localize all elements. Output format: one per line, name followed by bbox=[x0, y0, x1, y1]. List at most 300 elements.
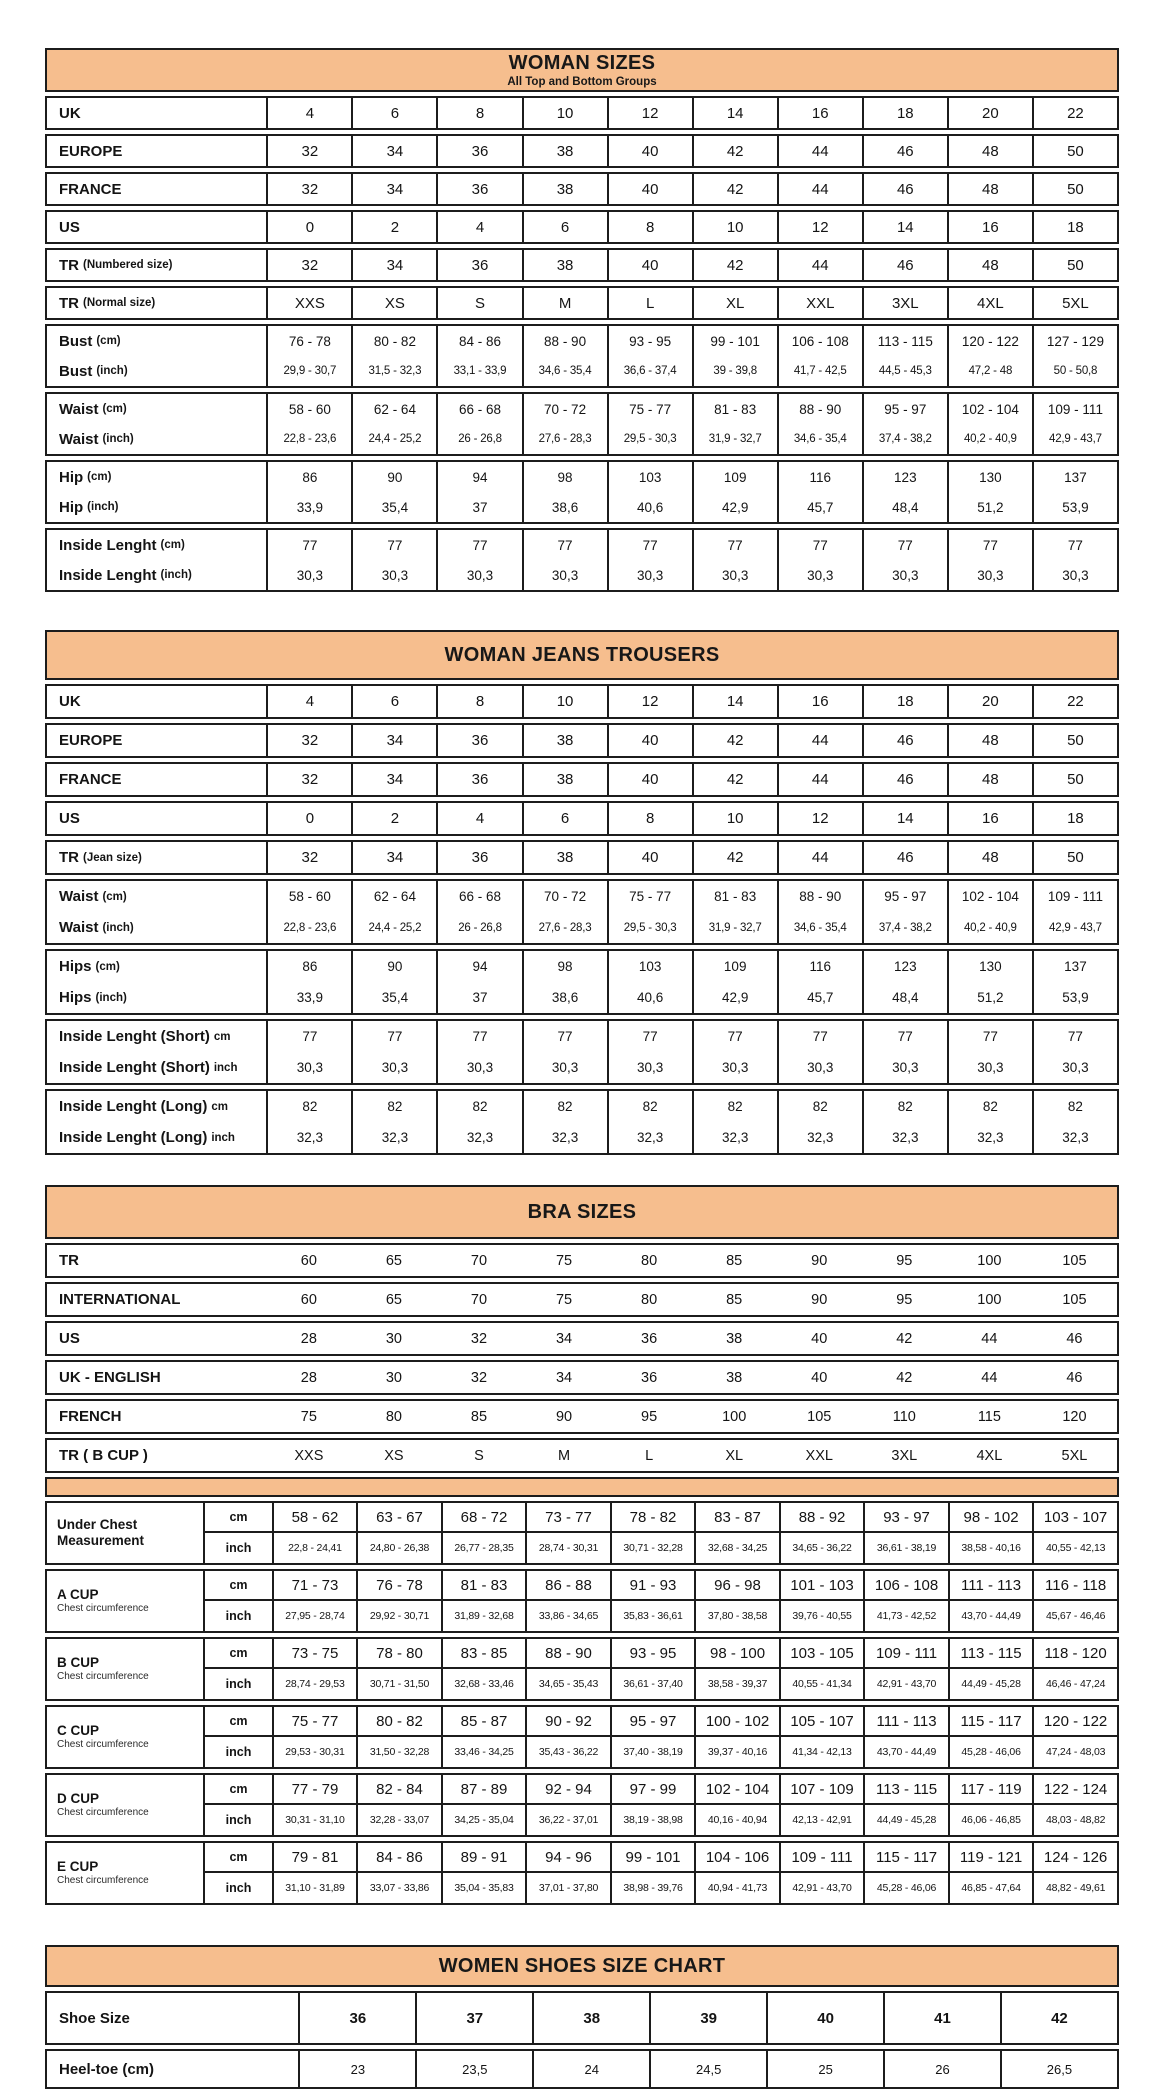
size-row bbox=[47, 250, 1117, 280]
size-cell: 16 bbox=[947, 803, 1032, 834]
unit-label-inch: inch bbox=[225, 1541, 252, 1555]
bra-inch-cell: 37,80 - 38,58 bbox=[694, 1601, 779, 1631]
bra-size-cell: 65 bbox=[385, 1291, 402, 1308]
cup-label-main: C CUP bbox=[57, 1723, 100, 1739]
size-cell: 40,6 bbox=[607, 492, 692, 522]
size-cell: 42,9 - 43,7 bbox=[1032, 912, 1117, 943]
row-label-note: (inch) bbox=[87, 501, 119, 513]
bra-cm-cell: 83 - 85 bbox=[441, 1639, 526, 1669]
size-row-group bbox=[45, 879, 1119, 945]
size-cell: 42,9 bbox=[692, 982, 777, 1013]
size-cell: 109 bbox=[692, 462, 777, 492]
bra-inch-cell: 48,82 - 49,61 bbox=[1032, 1873, 1117, 1903]
size-cell: 51,2 bbox=[947, 982, 1032, 1013]
shoe-size-cell: 42 bbox=[1000, 1993, 1117, 2043]
size-cell: 62 - 64 bbox=[351, 394, 436, 424]
bra-size-cell: 90 bbox=[555, 1408, 573, 1425]
bra-size-cell: 3XL bbox=[891, 1447, 918, 1464]
size-row bbox=[47, 1052, 1117, 1083]
shoe-size-cell: 24 bbox=[532, 2051, 649, 2087]
size-cell: 137 bbox=[1032, 462, 1117, 492]
size-cell: 75 - 77 bbox=[607, 881, 692, 912]
row-label-note: (inch) bbox=[102, 433, 134, 445]
unit-label-cm: cm bbox=[205, 1503, 271, 1533]
bra-inch-cell: 33,07 - 33,86 bbox=[356, 1873, 441, 1903]
size-cell: 42 bbox=[692, 136, 777, 166]
size-cell: 70 - 72 bbox=[522, 881, 607, 912]
bra-size-cell: 110 bbox=[892, 1408, 916, 1425]
size-cell: 42 bbox=[692, 764, 777, 795]
row-label bbox=[47, 1440, 266, 1471]
size-cell: S bbox=[436, 288, 521, 318]
bra-inch-cell: 40,55 - 41,34 bbox=[779, 1669, 864, 1699]
size-cell: 30,3 bbox=[607, 560, 692, 590]
row-label-note: (cm) bbox=[160, 539, 185, 551]
size-row bbox=[47, 803, 1117, 834]
size-cell: 32 bbox=[266, 842, 351, 873]
bra-inch-cell: 26,77 - 28,35 bbox=[441, 1533, 526, 1563]
row-label bbox=[47, 2051, 298, 2087]
size-cell: 30,3 bbox=[692, 560, 777, 590]
size-row bbox=[47, 1122, 1117, 1153]
size-cell: 40 bbox=[607, 725, 692, 756]
size-cell: 77 bbox=[522, 1021, 607, 1052]
size-cell: 82 bbox=[522, 1091, 607, 1122]
size-cell: 10 bbox=[692, 212, 777, 242]
bra-size-cell: 34 bbox=[555, 1369, 573, 1386]
size-row-group bbox=[45, 392, 1119, 456]
row-label bbox=[47, 98, 266, 128]
bra-measurements-body bbox=[45, 1501, 1119, 1905]
size-cell: 4 bbox=[436, 212, 521, 242]
size-row bbox=[47, 912, 1117, 943]
bra-cm-cell: 122 - 124 bbox=[1032, 1775, 1117, 1805]
size-cell: 81 - 83 bbox=[692, 394, 777, 424]
size-cell: 86 bbox=[266, 462, 351, 492]
size-cell: 130 bbox=[947, 462, 1032, 492]
size-cell: 31,9 - 32,7 bbox=[692, 424, 777, 454]
bra-size-cell: 85 bbox=[470, 1408, 488, 1425]
size-cell: 82 bbox=[947, 1091, 1032, 1122]
size-cell: 34 bbox=[351, 842, 436, 873]
cup-label-main: B CUP bbox=[57, 1655, 100, 1671]
size-cell: 98 bbox=[522, 951, 607, 982]
size-cell: 35,4 bbox=[351, 492, 436, 522]
size-cell: 50 bbox=[1032, 136, 1117, 166]
size-cell: 94 bbox=[436, 951, 521, 982]
size-cell: 82 bbox=[351, 1091, 436, 1122]
size-cell: 42,9 - 43,7 bbox=[1032, 424, 1117, 454]
size-cell: 38,6 bbox=[522, 492, 607, 522]
row-label-main: US bbox=[59, 810, 80, 827]
row-label bbox=[47, 1091, 266, 1122]
bra-cm-cell: 113 - 115 bbox=[863, 1775, 948, 1805]
size-cell: 82 bbox=[1032, 1091, 1117, 1122]
bra-inch-cell: 42,13 - 42,91 bbox=[779, 1805, 864, 1835]
size-cell: 77 bbox=[947, 1021, 1032, 1052]
size-cell: 120 - 122 bbox=[947, 326, 1032, 356]
row-label bbox=[47, 136, 266, 166]
size-cell: 14 bbox=[862, 212, 947, 242]
size-cell: 38 bbox=[522, 250, 607, 280]
bra-inch-cell: 34,25 - 35,04 bbox=[441, 1805, 526, 1835]
row-label-main: Inside Lenght bbox=[59, 536, 157, 554]
size-cell: 88 - 90 bbox=[777, 881, 862, 912]
size-cell: 32,3 bbox=[862, 1122, 947, 1153]
cup-label-main: Under Chest Measurement bbox=[57, 1517, 145, 1548]
bra-inch-cell: 42,91 - 43,70 bbox=[863, 1669, 948, 1699]
bra-inch-cell: 24,80 - 26,38 bbox=[356, 1533, 441, 1563]
size-cell: 32,3 bbox=[777, 1122, 862, 1153]
size-cell: 75 - 77 bbox=[607, 394, 692, 424]
bra-inch-cell: 32,28 - 33,07 bbox=[356, 1805, 441, 1835]
bra-inch-cell: 44,49 - 45,28 bbox=[948, 1669, 1033, 1699]
bra-inch-cell: 43,70 - 44,49 bbox=[863, 1737, 948, 1767]
size-row bbox=[47, 725, 1117, 756]
bra-inch-cell: 39,37 - 40,16 bbox=[694, 1737, 779, 1767]
size-cell: 30,3 bbox=[1032, 1052, 1117, 1083]
unit-label-cm: cm bbox=[205, 1639, 271, 1669]
size-cell: 62 - 64 bbox=[351, 881, 436, 912]
cup-label bbox=[47, 1775, 205, 1835]
row-label bbox=[47, 326, 266, 356]
size-row-group bbox=[45, 1019, 1119, 1085]
size-cell: 8 bbox=[436, 686, 521, 717]
bra-size-cell: 75 bbox=[555, 1291, 573, 1308]
size-cell: 16 bbox=[777, 98, 862, 128]
row-label-note: (cm) bbox=[102, 890, 127, 903]
size-row bbox=[47, 982, 1117, 1013]
size-cell: 4 bbox=[266, 686, 351, 717]
bra-inch-cell: 40,55 - 42,13 bbox=[1032, 1533, 1117, 1563]
cup-label-sub: Chest circumference bbox=[57, 1671, 149, 1682]
size-cell: XXL bbox=[777, 288, 862, 318]
size-cell: 32,3 bbox=[692, 1122, 777, 1153]
size-cell: 18 bbox=[1032, 803, 1117, 834]
size-cell: 34 bbox=[351, 725, 436, 756]
row-label-note: (cm) bbox=[95, 960, 120, 973]
bra-cm-cell: 109 - 111 bbox=[863, 1639, 948, 1669]
shoe-size-cell: 26 bbox=[883, 2051, 1000, 2087]
bra-cm-cell: 98 - 102 bbox=[948, 1503, 1033, 1533]
bra-cm-cell: 120 - 122 bbox=[1032, 1707, 1117, 1737]
size-cell: 30,3 bbox=[692, 1052, 777, 1083]
row-label-main: TR bbox=[59, 294, 79, 312]
size-cell: 102 - 104 bbox=[947, 881, 1032, 912]
size-cell: 77 bbox=[777, 1021, 862, 1052]
size-cell: 44 bbox=[777, 764, 862, 795]
bra-sizes-header-band bbox=[45, 1185, 1119, 1239]
size-cell: 106 - 108 bbox=[777, 326, 862, 356]
size-row-group bbox=[45, 528, 1119, 592]
size-cell: 34 bbox=[351, 250, 436, 280]
size-cell: 82 bbox=[777, 1091, 862, 1122]
bra-cm-cell: 109 - 111 bbox=[779, 1843, 864, 1873]
row-label-main: TR bbox=[59, 1252, 79, 1269]
size-cell: 88 - 90 bbox=[777, 394, 862, 424]
bra-inch-cell: 35,04 - 35,83 bbox=[441, 1873, 526, 1903]
size-cell: 32,3 bbox=[266, 1122, 351, 1153]
row-label bbox=[47, 424, 266, 454]
size-cell: 58 - 60 bbox=[266, 881, 351, 912]
bra-inch-cell: 27,95 - 28,74 bbox=[272, 1601, 357, 1631]
bra-size-cell: 90 bbox=[811, 1291, 828, 1308]
bra-cm-cell: 101 - 103 bbox=[779, 1571, 864, 1601]
size-cell: 81 - 83 bbox=[692, 881, 777, 912]
size-cell: 0 bbox=[266, 212, 351, 242]
size-cell: 53,9 bbox=[1032, 492, 1117, 522]
bra-size-cell: 100 bbox=[977, 1291, 1002, 1308]
row-label bbox=[47, 1021, 266, 1052]
bra-size-cell: 100 bbox=[722, 1408, 747, 1425]
bra-cm-cell: 79 - 81 bbox=[272, 1843, 357, 1873]
size-cell: XS bbox=[351, 288, 436, 318]
bra-size-cell: 60 bbox=[300, 1291, 317, 1308]
bra-size-cell: 30 bbox=[385, 1369, 402, 1386]
size-cell: 48 bbox=[947, 174, 1032, 204]
size-cell: 77 bbox=[266, 530, 351, 560]
bra-size-cell: XXL bbox=[805, 1447, 833, 1464]
size-cell: 50 bbox=[1032, 764, 1117, 795]
bra-cm-cell: 81 - 83 bbox=[441, 1571, 526, 1601]
size-cell: 44 bbox=[777, 174, 862, 204]
bra-size-cell: 95 bbox=[896, 1252, 913, 1269]
size-row-group bbox=[45, 762, 1119, 797]
size-cell: 76 - 78 bbox=[266, 326, 351, 356]
bra-size-cell: 70 bbox=[470, 1291, 488, 1308]
bra-cm-cell: 105 - 107 bbox=[779, 1707, 864, 1737]
size-cell: 50 - 50,8 bbox=[1032, 356, 1117, 386]
size-cell: 5XL bbox=[1032, 288, 1117, 318]
size-cell: 30,3 bbox=[777, 560, 862, 590]
size-cell: 16 bbox=[947, 212, 1032, 242]
row-label-main: EUROPE bbox=[59, 732, 123, 749]
bra-inch-cell: 40,94 - 41,73 bbox=[694, 1873, 779, 1903]
size-cell: 39 - 39,8 bbox=[692, 356, 777, 386]
bra-inch-cell: 31,10 - 31,89 bbox=[272, 1873, 357, 1903]
size-cell: 34 bbox=[351, 174, 436, 204]
row-label-note: (cm) bbox=[102, 403, 127, 415]
shoe-row bbox=[45, 1991, 1119, 2045]
shoe-size-cell: 24,5 bbox=[649, 2051, 766, 2087]
unit-label-inch: inch bbox=[225, 1813, 252, 1827]
size-cell: 42 bbox=[692, 174, 777, 204]
bra-inch-cell: 34,65 - 35,43 bbox=[525, 1669, 610, 1699]
size-cell: 80 - 82 bbox=[351, 326, 436, 356]
size-cell: 30,3 bbox=[522, 560, 607, 590]
size-cell: 38 bbox=[522, 725, 607, 756]
size-cell: 53,9 bbox=[1032, 982, 1117, 1013]
bra-inch-cell: 37,40 - 38,19 bbox=[610, 1737, 695, 1767]
size-cell: 44,5 - 45,3 bbox=[862, 356, 947, 386]
woman-sizes-body bbox=[45, 96, 1119, 592]
size-cell: 32,3 bbox=[436, 1122, 521, 1153]
size-cell: 77 bbox=[862, 1021, 947, 1052]
size-cell: 123 bbox=[862, 951, 947, 982]
size-cell: 30,3 bbox=[777, 1052, 862, 1083]
bra-inch-cell: 34,65 - 36,22 bbox=[779, 1533, 864, 1563]
size-cell: 10 bbox=[522, 686, 607, 717]
shoe-size-cell: 25 bbox=[766, 2051, 883, 2087]
size-cell: 84 - 86 bbox=[436, 326, 521, 356]
row-label-main: Hips bbox=[59, 989, 92, 1006]
size-row-group bbox=[45, 801, 1119, 836]
bra-inch-cell: 43,70 - 44,49 bbox=[948, 1601, 1033, 1631]
bra-inch-cell: 45,28 - 46,06 bbox=[948, 1737, 1033, 1767]
bra-cm-cell: 71 - 73 bbox=[272, 1571, 357, 1601]
unit-label-inch: inch bbox=[225, 1881, 252, 1895]
bra-measurement-group bbox=[45, 1637, 1119, 1701]
size-cell: 30,3 bbox=[522, 1052, 607, 1083]
size-cell: 66 - 68 bbox=[436, 394, 521, 424]
bra-size-cell: 38 bbox=[726, 1330, 743, 1347]
bra-cm-cell: 124 - 126 bbox=[1032, 1843, 1117, 1873]
bra-inch-cell: 30,31 - 31,10 bbox=[272, 1805, 357, 1835]
size-cell: 10 bbox=[522, 98, 607, 128]
bra-inch-cell: 36,61 - 37,40 bbox=[610, 1669, 695, 1699]
row-label-note: (inch) bbox=[95, 991, 127, 1004]
bra-inch-cell: 38,58 - 39,37 bbox=[694, 1669, 779, 1699]
bra-cm-cell: 118 - 120 bbox=[1032, 1639, 1117, 1669]
row-label bbox=[47, 982, 266, 1013]
size-cell: 77 bbox=[436, 1021, 521, 1052]
row-label-main: EUROPE bbox=[59, 142, 123, 160]
bra-cm-cell: 111 - 113 bbox=[948, 1571, 1033, 1601]
woman-sizes-section bbox=[45, 48, 1119, 592]
size-cell: 48 bbox=[947, 725, 1032, 756]
size-cell: 88 - 90 bbox=[522, 326, 607, 356]
row-label-main: US bbox=[59, 1330, 80, 1347]
shoe-size-cell: 38 bbox=[532, 1993, 649, 2043]
row-label bbox=[47, 462, 266, 492]
bra-inch-cell: 41,73 - 42,52 bbox=[863, 1601, 948, 1631]
bra-inch-cell: 31,89 - 32,68 bbox=[441, 1601, 526, 1631]
row-label-note: (cm) bbox=[96, 335, 121, 347]
bra-cm-cell: 116 - 118 bbox=[1032, 1571, 1117, 1601]
bra-size-cell: 32 bbox=[470, 1369, 488, 1386]
size-cell: 77 bbox=[862, 530, 947, 560]
bra-inch-cell: 38,19 - 38,98 bbox=[610, 1805, 695, 1835]
bra-sizes-section bbox=[45, 1185, 1119, 1905]
row-label-main: FRANCE bbox=[59, 180, 122, 198]
row-label-note: cm bbox=[211, 1100, 228, 1113]
bra-size-cell: 105 bbox=[1062, 1252, 1087, 1269]
size-cell: 90 bbox=[351, 951, 436, 982]
bra-size-cell: 105 bbox=[1062, 1291, 1087, 1308]
bra-cm-cell: 82 - 84 bbox=[356, 1775, 441, 1805]
bra-inch-cell: 40,16 - 40,94 bbox=[694, 1805, 779, 1835]
size-cell: 48,4 bbox=[862, 982, 947, 1013]
bra-inch-cell: 46,85 - 47,64 bbox=[948, 1873, 1033, 1903]
size-cell: 22,8 - 23,6 bbox=[266, 424, 351, 454]
bra-inch-cell: 32,68 - 33,46 bbox=[441, 1669, 526, 1699]
size-row-group bbox=[45, 840, 1119, 875]
bra-standard-row bbox=[45, 1243, 1119, 1278]
size-cell: 82 bbox=[862, 1091, 947, 1122]
size-cell: 77 bbox=[692, 530, 777, 560]
size-cell: 35,4 bbox=[351, 982, 436, 1013]
size-cell: 77 bbox=[351, 1021, 436, 1052]
size-cell: 30,3 bbox=[436, 1052, 521, 1083]
row-label-note: (Jean size) bbox=[83, 851, 142, 864]
size-cell: 82 bbox=[607, 1091, 692, 1122]
bra-inch-cell: 28,74 - 29,53 bbox=[272, 1669, 357, 1699]
size-row-group bbox=[45, 324, 1119, 388]
bra-cm-cell: 88 - 92 bbox=[779, 1503, 864, 1533]
size-cell: 24,4 - 25,2 bbox=[351, 424, 436, 454]
row-label-main: Inside Lenght (Short) bbox=[59, 1028, 210, 1045]
size-cell: 6 bbox=[522, 803, 607, 834]
bra-size-cell: 44 bbox=[981, 1330, 998, 1347]
size-cell: 109 - 111 bbox=[1032, 394, 1117, 424]
size-cell: 18 bbox=[862, 98, 947, 128]
row-label-main: Bust bbox=[59, 362, 93, 380]
bra-cm-cell: 119 - 121 bbox=[948, 1843, 1033, 1873]
size-cell: 6 bbox=[351, 98, 436, 128]
size-cell: 30,3 bbox=[947, 1052, 1032, 1083]
bra-size-cell: 42 bbox=[896, 1369, 913, 1386]
row-label-main: Waist bbox=[59, 400, 99, 418]
size-row-group bbox=[45, 460, 1119, 524]
bra-standard-row bbox=[45, 1321, 1119, 1356]
row-label-main: Shoe Size bbox=[59, 2009, 130, 2027]
size-cell: 38 bbox=[522, 174, 607, 204]
cup-label-sub: Chest circumference bbox=[57, 1603, 149, 1614]
bra-size-cell: 40 bbox=[811, 1369, 828, 1386]
size-cell: 12 bbox=[607, 686, 692, 717]
size-cell: 14 bbox=[862, 803, 947, 834]
size-cell: 48 bbox=[947, 842, 1032, 873]
bra-inch-cell: 32,68 - 34,25 bbox=[694, 1533, 779, 1563]
row-label-main: Bust bbox=[59, 332, 93, 350]
size-row bbox=[47, 1091, 1117, 1122]
size-row-group bbox=[45, 134, 1119, 168]
bra-size-cell: 70 bbox=[470, 1252, 488, 1269]
size-cell: 4 bbox=[436, 803, 521, 834]
bra-size-cell: XS bbox=[384, 1447, 404, 1464]
row-label-main: INTERNATIONAL bbox=[59, 1291, 181, 1308]
bra-cm-cell: 106 - 108 bbox=[863, 1571, 948, 1601]
size-cell: 34 bbox=[351, 136, 436, 166]
size-cell: 14 bbox=[692, 98, 777, 128]
woman-sizes-title: WOMAN SIZES bbox=[508, 52, 656, 74]
bra-size-cell: 36 bbox=[641, 1369, 658, 1386]
size-cell: 113 - 115 bbox=[862, 326, 947, 356]
size-cell: 8 bbox=[607, 803, 692, 834]
bra-size-cell: 85 bbox=[726, 1291, 743, 1308]
cup-label bbox=[47, 1843, 205, 1903]
bra-cm-cell: 78 - 82 bbox=[610, 1503, 695, 1533]
size-cell: 82 bbox=[266, 1091, 351, 1122]
cup-label bbox=[47, 1571, 205, 1631]
size-cell: 48 bbox=[947, 764, 1032, 795]
woman-sizes-subtitle: All Top and Bottom Groups bbox=[507, 76, 657, 88]
size-cell: 48 bbox=[947, 250, 1032, 280]
bra-cm-cell: 86 - 88 bbox=[525, 1571, 610, 1601]
size-cell: 30,3 bbox=[436, 560, 521, 590]
bra-inch-cell: 30,71 - 31,50 bbox=[356, 1669, 441, 1699]
row-label-main: TR bbox=[59, 256, 79, 274]
size-cell: 22,8 - 23,6 bbox=[266, 912, 351, 943]
row-label bbox=[47, 1362, 266, 1393]
size-cell: 29,5 - 30,3 bbox=[607, 912, 692, 943]
row-label bbox=[47, 288, 266, 318]
size-cell: 32,3 bbox=[351, 1122, 436, 1153]
bra-cm-cell: 87 - 89 bbox=[441, 1775, 526, 1805]
bra-size-cell: 28 bbox=[300, 1369, 317, 1386]
row-label bbox=[47, 1401, 266, 1432]
size-cell: 34,6 - 35,4 bbox=[522, 356, 607, 386]
